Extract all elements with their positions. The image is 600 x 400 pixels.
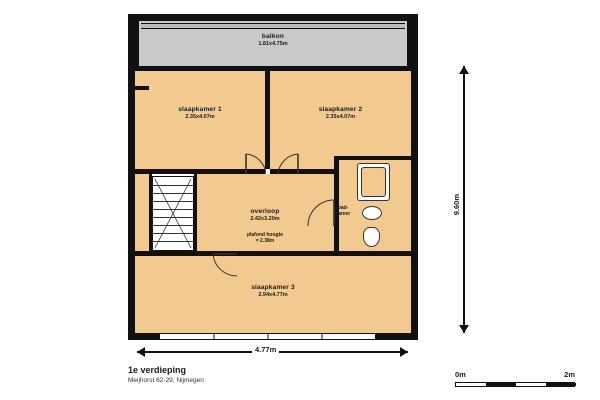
room-badkamer-name-line1: bad- bbox=[337, 205, 349, 211]
wall-bedroom1-left-nib bbox=[135, 86, 149, 90]
door-slaapkamer-3 bbox=[210, 252, 250, 278]
wall-right bbox=[411, 14, 418, 340]
toilet-fixture bbox=[363, 227, 380, 247]
room-balkon-labels bbox=[135, 33, 411, 48]
door-slaapkamer-1 bbox=[226, 152, 266, 176]
bathtub-inner bbox=[361, 167, 386, 197]
scale-segment bbox=[546, 383, 576, 386]
room-slaapkamer-3-name: slaapkamer 3 bbox=[251, 284, 295, 291]
scale-label-left: 0m bbox=[455, 370, 466, 379]
room-slaapkamer-3 bbox=[135, 256, 411, 333]
wall-balcony-left-stub bbox=[135, 21, 139, 66]
room-balkon-name: balkon bbox=[261, 33, 285, 40]
room-overloop-notes bbox=[196, 232, 334, 245]
room-badkamer-name-line2: kamer bbox=[335, 211, 351, 218]
wall-bathroom-top bbox=[334, 156, 411, 160]
window-bedroom3-mullions bbox=[160, 333, 375, 340]
room-overloop-dim: 2.42x3.20m bbox=[250, 216, 280, 223]
room-slaapkamer-3-labels bbox=[135, 284, 411, 299]
room-overloop-name: overloop bbox=[250, 208, 280, 215]
scale-segment bbox=[486, 383, 516, 386]
wall-balcony-right-stub bbox=[407, 21, 411, 66]
wall-stairs-right bbox=[194, 174, 197, 251]
wall-top bbox=[128, 14, 418, 21]
scale-label-right: 2m bbox=[564, 370, 575, 379]
dimension-width-arrow-left bbox=[137, 347, 145, 357]
room-slaapkamer-1-dim: 2.35x4.07m bbox=[185, 114, 215, 121]
room-slaapkamer-2-labels bbox=[270, 106, 411, 121]
dimension-width-arrow-right bbox=[400, 347, 408, 357]
overloop-note-ceiling: plafond hoogte bbox=[246, 232, 284, 238]
landing-filler-left bbox=[135, 174, 149, 251]
door-slaapkamer-2 bbox=[276, 152, 316, 176]
room-slaapkamer-2-name: slaapkamer 2 bbox=[318, 106, 363, 113]
stair-direction-arrow bbox=[153, 177, 193, 250]
wall-left bbox=[128, 14, 135, 340]
overloop-note-height: = 2.38m bbox=[255, 238, 275, 245]
room-slaapkamer-2-dim: 2.35x4.07m bbox=[325, 114, 356, 121]
caption-subtitle: Meijhorst 62-29, Nijmegen bbox=[128, 377, 204, 384]
dimension-height-arrow-top bbox=[459, 66, 469, 74]
staircase bbox=[152, 176, 194, 251]
dimension-height-label: 9.60m bbox=[452, 194, 461, 216]
door-badkamer bbox=[300, 198, 336, 228]
room-slaapkamer-1-name: slaapkamer 1 bbox=[178, 106, 222, 113]
dimension-width-label: 4.77m bbox=[252, 345, 279, 354]
room-slaapkamer-1-labels bbox=[135, 106, 265, 121]
scale-bar bbox=[455, 382, 575, 387]
balcony-railing bbox=[141, 23, 405, 29]
dimension-height-line bbox=[463, 66, 465, 333]
room-balkon-dim: 1.81x4.75m bbox=[258, 41, 288, 48]
dimension-height-arrow-bottom bbox=[459, 325, 469, 333]
window-bedroom1-left bbox=[128, 88, 135, 102]
sink-fixture bbox=[362, 206, 382, 220]
wall-stairs-left bbox=[149, 174, 152, 251]
caption-title: 1e verdieping bbox=[128, 365, 187, 375]
room-slaapkamer-3-dim: 2.94x4.77m bbox=[258, 292, 288, 299]
caption-block bbox=[128, 365, 204, 384]
